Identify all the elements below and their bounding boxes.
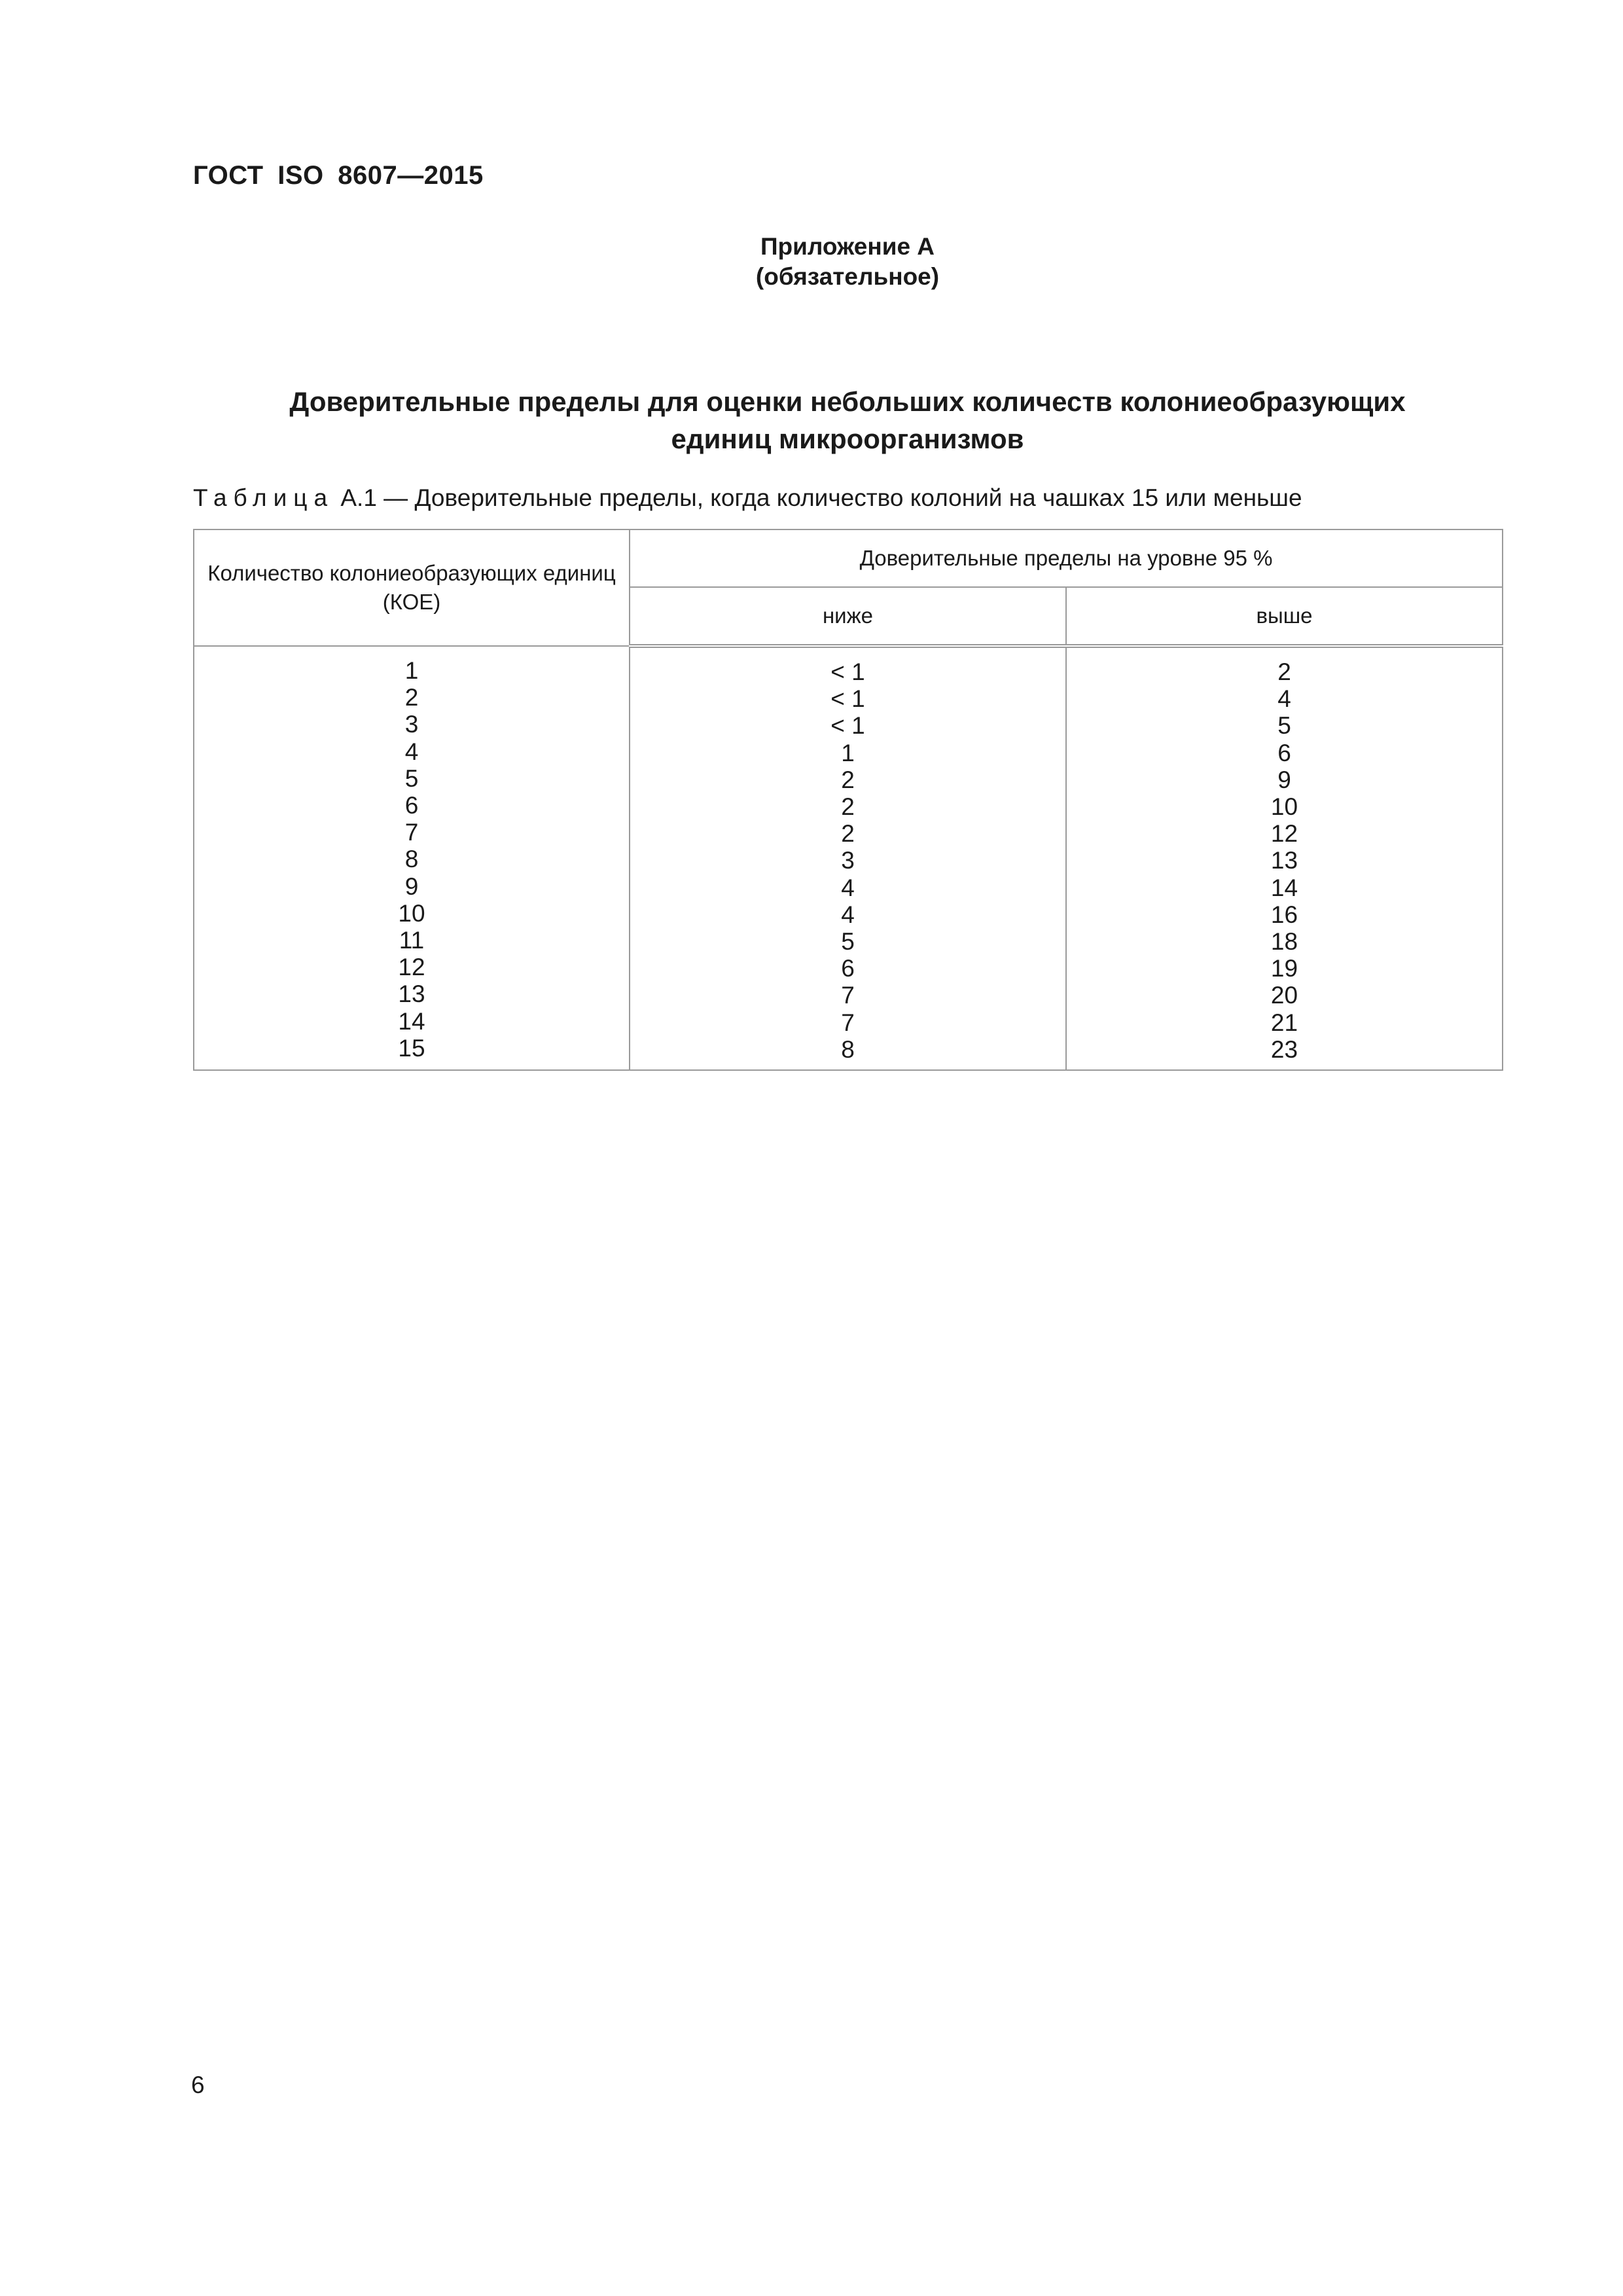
annex-status: (обязательное): [755, 263, 940, 290]
cell-lower: 2: [841, 766, 855, 793]
header-cfu-count: Количество колониеобразующих единиц (КОЕ): [194, 529, 630, 646]
standard-id: ГОСТ ISO 8607—2015: [193, 161, 484, 190]
cell-count: 15: [398, 1034, 425, 1062]
cell-upper: 6: [1277, 739, 1291, 766]
cell-upper: 10: [1270, 793, 1298, 821]
cell-lower: 8: [841, 1035, 855, 1063]
cell-lower: 3: [841, 847, 855, 874]
cell-count: 4: [404, 738, 419, 765]
document-title: [193, 383, 1502, 457]
cell-lower: 7: [841, 1009, 855, 1036]
cell-lower: 7: [841, 982, 855, 1009]
document-title-line-2: единиц микроорганизмов: [671, 423, 1024, 454]
cell-upper: 19: [1270, 955, 1298, 982]
cell-upper: 18: [1270, 928, 1298, 956]
cell-count: 7: [404, 819, 419, 846]
cell-upper: 4: [1277, 685, 1291, 713]
table-caption-label: Таблица: [193, 484, 334, 511]
cell-upper: 2: [1277, 658, 1291, 685]
cell-lower: 4: [841, 901, 855, 928]
cell-lower: < 1: [830, 712, 865, 740]
cell-lower: 1: [841, 739, 855, 766]
table-caption-text: А.1 — Доверительные пределы, когда количество колоний на чашках 15 или меньше: [340, 484, 1302, 511]
header-confidence-limits: Доверительные пределы на уровне 95 %: [630, 529, 1503, 587]
cell-count: 8: [404, 846, 419, 873]
cell-lower: 6: [841, 955, 855, 982]
cell-upper: 16: [1270, 901, 1298, 928]
cell-count: 9: [404, 872, 419, 900]
cell-lower: < 1: [830, 658, 865, 685]
column-lower-limit: [630, 646, 1066, 1070]
cell-lower: 4: [841, 874, 855, 901]
column-cfu-count: [194, 646, 630, 1070]
cell-count: 6: [404, 792, 419, 819]
cell-count: 10: [398, 899, 425, 927]
document-title-line-1: Доверительные пределы для оценки небольших количеств колониеобразующих: [289, 386, 1406, 417]
table-caption: [193, 484, 1302, 512]
cell-count: 11: [399, 927, 425, 954]
cell-upper: 20: [1270, 982, 1298, 1009]
cell-lower: 5: [841, 928, 855, 956]
cell-lower: 2: [841, 820, 855, 848]
cell-count: 1: [404, 657, 419, 684]
column-upper-limit: [1066, 646, 1503, 1070]
page-number: 6: [191, 2072, 205, 2098]
cell-count: 2: [404, 684, 419, 711]
cell-lower: 2: [841, 793, 855, 821]
cell-count: 13: [398, 980, 425, 1008]
cell-upper: 23: [1270, 1035, 1298, 1063]
header-upper-limit: выше: [1066, 587, 1503, 646]
cell-count: 14: [398, 1007, 425, 1035]
cell-count: 3: [404, 711, 419, 738]
cell-upper: 9: [1277, 766, 1291, 793]
cell-lower: < 1: [830, 685, 865, 713]
confidence-limits-table: [193, 529, 1503, 1071]
cell-upper: 12: [1270, 820, 1298, 848]
table-body-row: [194, 646, 1503, 1070]
cell-count: 5: [404, 764, 419, 792]
cell-upper: 5: [1277, 712, 1291, 740]
cell-upper: 14: [1270, 874, 1298, 901]
annex-title: Приложение А: [760, 233, 935, 260]
cell-count: 12: [398, 954, 425, 981]
cell-upper: 13: [1270, 847, 1298, 874]
cell-upper: 21: [1270, 1009, 1298, 1036]
header-lower-limit: ниже: [630, 587, 1066, 646]
